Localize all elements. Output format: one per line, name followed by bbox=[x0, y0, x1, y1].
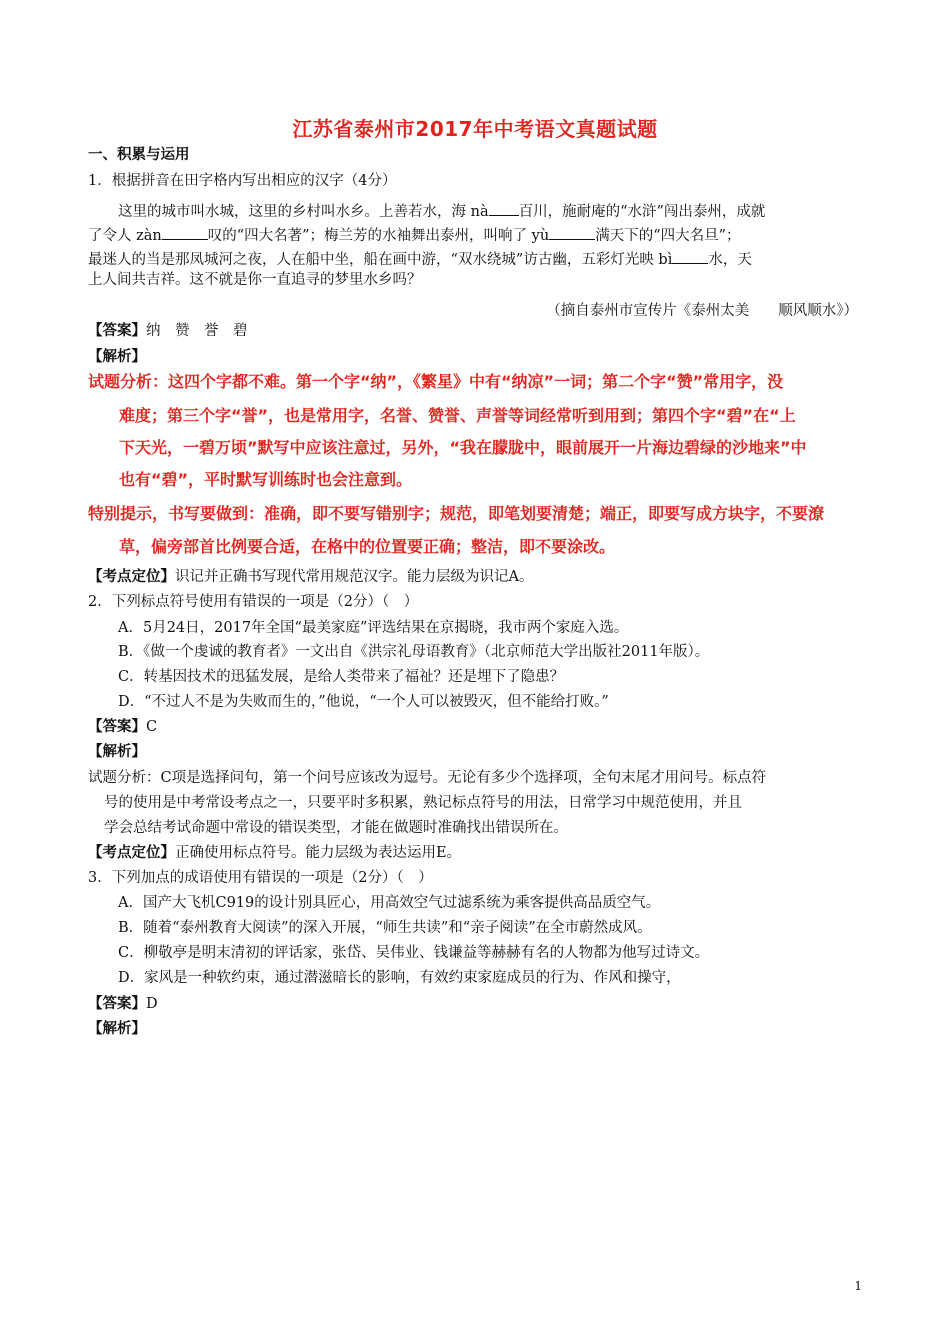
q1-analysis-line: 下天光，一碧万顷”默写中应该注意过，另外，“我在朦胧中，眼前展开一片海边碧绿的沙地来”中 bbox=[119, 438, 807, 457]
q1-tip-line: 特别提示，书写要做到：准确，即不要写错别字；规范，即笔划要清楚；端正，即要写成方块字，不要潦 bbox=[88, 504, 825, 523]
q1-passage-line-2 bbox=[88, 225, 741, 244]
q1-text: 水，天 bbox=[708, 252, 752, 268]
q3-analysis-label: 【解析】 bbox=[88, 1021, 146, 1037]
page-number: 1 bbox=[854, 1279, 862, 1293]
q1-text: 满天下的“四大名旦”； bbox=[595, 228, 741, 244]
q1-text: 百川，施耐庵的“水浒”闯出泰州，成就 bbox=[518, 204, 766, 220]
q2-option-b: B．《做一个虔诚的教育者》一文出自《洪宗礼母语教育》（北京师范大学出版社2011年版）。 bbox=[118, 644, 710, 660]
q1-analysis-line: 试题分析：这四个字都不难。第一个字“纳”，《繁星》中有“纳凉”一词；第二个字“赞”常用字，没 bbox=[88, 372, 784, 391]
q1-text: 叹的“四大名著”；梅兰芳的水袖舞出泰州，叫响了 yù bbox=[207, 228, 550, 244]
q2-analysis-label: 【解析】 bbox=[88, 744, 146, 760]
q1-passage-line-3 bbox=[88, 249, 752, 268]
q1-source: （摘自泰州市宣传片《泰州太美 顺风顺水》） bbox=[546, 303, 858, 319]
page-title: 江苏省泰州市2017年中考语文真题试题 bbox=[292, 117, 658, 141]
q1-point bbox=[88, 570, 533, 585]
q2-analysis-line: 学会总结考试命题中常设的错误类型，才能在做题时准确找出错误所在。 bbox=[104, 820, 568, 836]
point-label: 【考点定位】 bbox=[88, 569, 175, 585]
q1-tip-line: 草，偏旁部首比例要合适，在格中的位置要正确；整洁，即不要涂改。 bbox=[119, 537, 616, 556]
q2-analysis-line: 试题分析：C项是选择问句，第一个问号应该改为逗号。无论有多少个选择项，全句末尾才用问号。标点符 bbox=[88, 770, 767, 786]
answer-label: 【答案】 bbox=[88, 996, 146, 1012]
answer-text: D bbox=[146, 996, 158, 1012]
q1-stem: 1．根据拼音在田字格内写出相应的汉字（4分） bbox=[88, 173, 397, 189]
fill-blank bbox=[549, 225, 595, 240]
q1-passage-line-1 bbox=[118, 201, 765, 220]
q1-answer bbox=[88, 324, 248, 339]
q2-point bbox=[88, 846, 461, 861]
answer-text: 纳 赞 誉 碧 bbox=[146, 323, 248, 339]
fill-blank bbox=[672, 249, 708, 264]
q3-stem: 3．下列加点的成语使用有错误的一项是（2分）（ ） bbox=[88, 870, 433, 886]
q1-text: 这里的城市叫水城，这里的乡村叫水乡。上善若水，海 nà bbox=[118, 204, 489, 220]
point-text: 正确使用标点符号。能力层级为表达运用E。 bbox=[175, 845, 462, 861]
answer-label: 【答案】 bbox=[88, 719, 146, 735]
q3-option-b: B．随着“泰州教育大阅读”的深入开展，“师生共读”和“亲子阅读”在全市蔚然成风。 bbox=[118, 920, 652, 936]
q1-analysis-line: 难度；第三个字“誉”，也是常用字，名誉、赞誉、声誉等词经常听到用到；第四个字“碧”在“上 bbox=[119, 406, 796, 425]
fill-blank bbox=[162, 225, 208, 240]
q2-option-a: A．5月24日，2017年全国“最美家庭”评选结果在京揭晓，我市两个家庭入选。 bbox=[118, 620, 629, 636]
q1-analysis-line: 也有“碧”，平时默写训练时也会注意到。 bbox=[119, 470, 413, 489]
point-text: 识记并正确书写现代常用规范汉字。能力层级为识记A。 bbox=[175, 569, 534, 585]
answer-label: 【答案】 bbox=[88, 323, 146, 339]
q3-answer bbox=[88, 997, 158, 1012]
q2-option-d: D．“不过人不是为失败而生的，”他说，“一个人可以被毁灭，但不能给打败。” bbox=[118, 694, 609, 710]
answer-text: C bbox=[146, 719, 158, 735]
point-label: 【考点定位】 bbox=[88, 845, 175, 861]
q2-stem: 2．下列标点符号使用有错误的一项是（2分）（ ） bbox=[88, 594, 419, 610]
q1-analysis-label: 【解析】 bbox=[88, 349, 146, 365]
q3-option-c: C．柳敬亭是明末清初的评话家，张岱、吴伟业、钱谦益等赫赫有名的人物都为他写过诗文。 bbox=[118, 945, 710, 961]
q3-option-d: D．家风是一种软约束，通过潜滋暗长的影响，有效约束家庭成员的行为、作风和操守， bbox=[118, 970, 681, 986]
q2-answer bbox=[88, 720, 157, 735]
q1-text: 了令人 zàn bbox=[88, 228, 162, 244]
q2-option-c: C．转基因技术的迅猛发展，是给人类带来了福祉？还是埋下了隐患？ bbox=[118, 669, 565, 685]
fill-blank bbox=[489, 201, 519, 216]
q2-analysis-line: 号的使用是中考常设考点之一，只要平时多积累，熟记标点符号的用法，日常学习中规范使用，并且 bbox=[104, 795, 742, 811]
q1-text: 最迷人的当是那凤城河之夜，人在船中坐，船在画中游，“双水绕城”访古幽，五彩灯光映 bì bbox=[88, 252, 673, 268]
q3-option-a: A．国产大飞机C919的设计别具匠心，用高效空气过滤系统为乘客提供高品质空气。 bbox=[118, 895, 661, 911]
q1-passage-line-4: 上人间共吉祥。这不就是你一直追寻的梦里水乡吗？ bbox=[88, 272, 422, 288]
section-heading: 一、积累与运用 bbox=[88, 147, 190, 163]
